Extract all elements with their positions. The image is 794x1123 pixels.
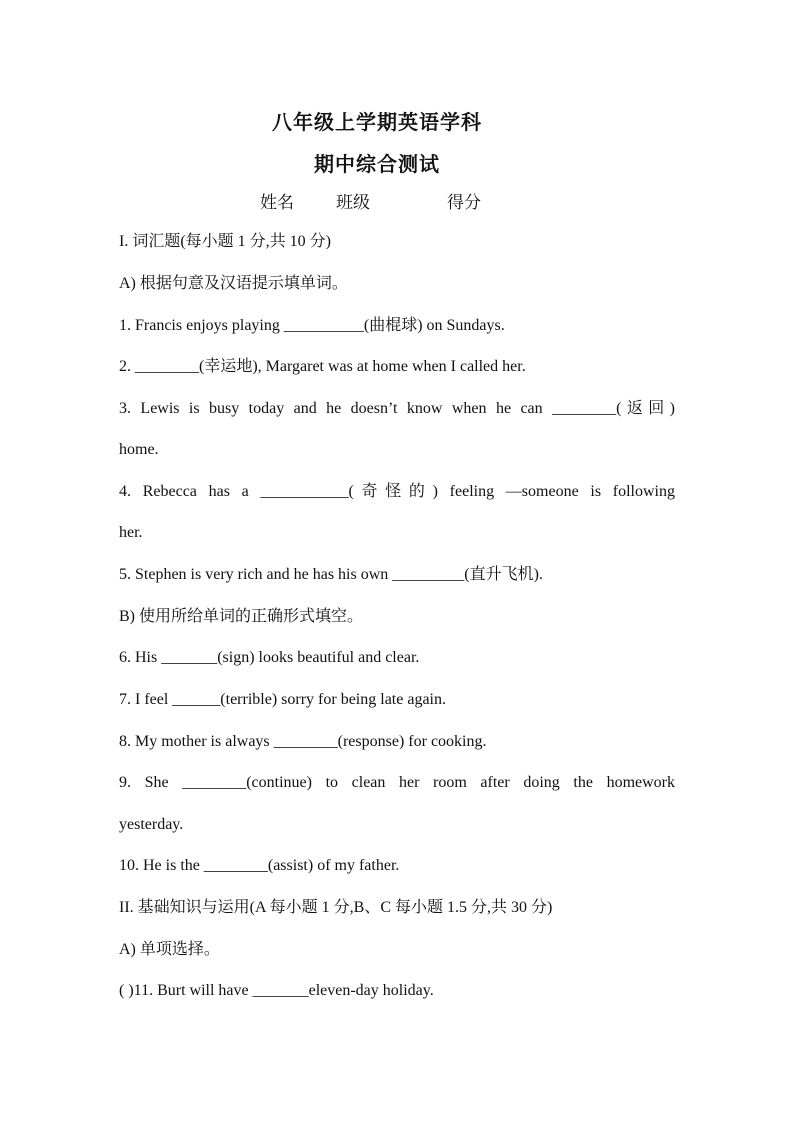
class-label: 班级 — [336, 193, 370, 212]
question-line: 8. My mother is always ________(response) for cooking. — [119, 733, 487, 750]
question-line-continued: her. — [119, 524, 143, 541]
section-heading: II. 基础知识与运用(A 每小题 1 分,B、C 每小题 1.5 分,共 30 分) — [119, 899, 553, 916]
question-line: 6. His _______(sign) looks beautiful and clear. — [119, 649, 420, 666]
subsection-heading: A) 单项选择。 — [119, 941, 220, 958]
question-line: 7. I feel ______(terrible) sorry for being late again. — [119, 691, 446, 708]
question-line: 3. Lewis is busy today and he doesn’t know when he can ________(返回) — [119, 400, 675, 417]
question-line-continued: yesterday. — [119, 816, 184, 833]
question-line: 2. ________(幸运地), Margaret was at home when I called her. — [119, 358, 526, 375]
student-info-row — [0, 188, 794, 214]
name-label: 姓名 — [260, 193, 294, 212]
question-line: 5. Stephen is very rich and he has his own _________(直升飞机). — [119, 566, 543, 583]
question-line-continued: home. — [119, 441, 159, 458]
question-line: 9. She ________(continue) to clean her room after doing the homework — [119, 774, 675, 791]
question-line: 4. Rebecca has a ___________(奇怪的) feeling —someone is following — [119, 483, 675, 500]
score-label: 得分 — [447, 193, 481, 212]
section-heading: I. 词汇题(每小题 1 分,共 10 分) — [119, 233, 331, 250]
subsection-heading: A) 根据句意及汉语提示填单词。 — [119, 275, 348, 292]
question-line: ( )11. Burt will have _______eleven-day holiday. — [119, 982, 434, 999]
subsection-heading: B) 使用所给单词的正确形式填空。 — [119, 608, 364, 625]
exam-title: 八年级上学期英语学科 — [272, 112, 482, 134]
question-line: 1. Francis enjoys playing __________(曲棍球) on Sundays. — [119, 317, 505, 334]
exam-subtitle: 期中综合测试 — [314, 154, 440, 176]
question-line: 10. He is the ________(assist) of my father. — [119, 857, 400, 874]
